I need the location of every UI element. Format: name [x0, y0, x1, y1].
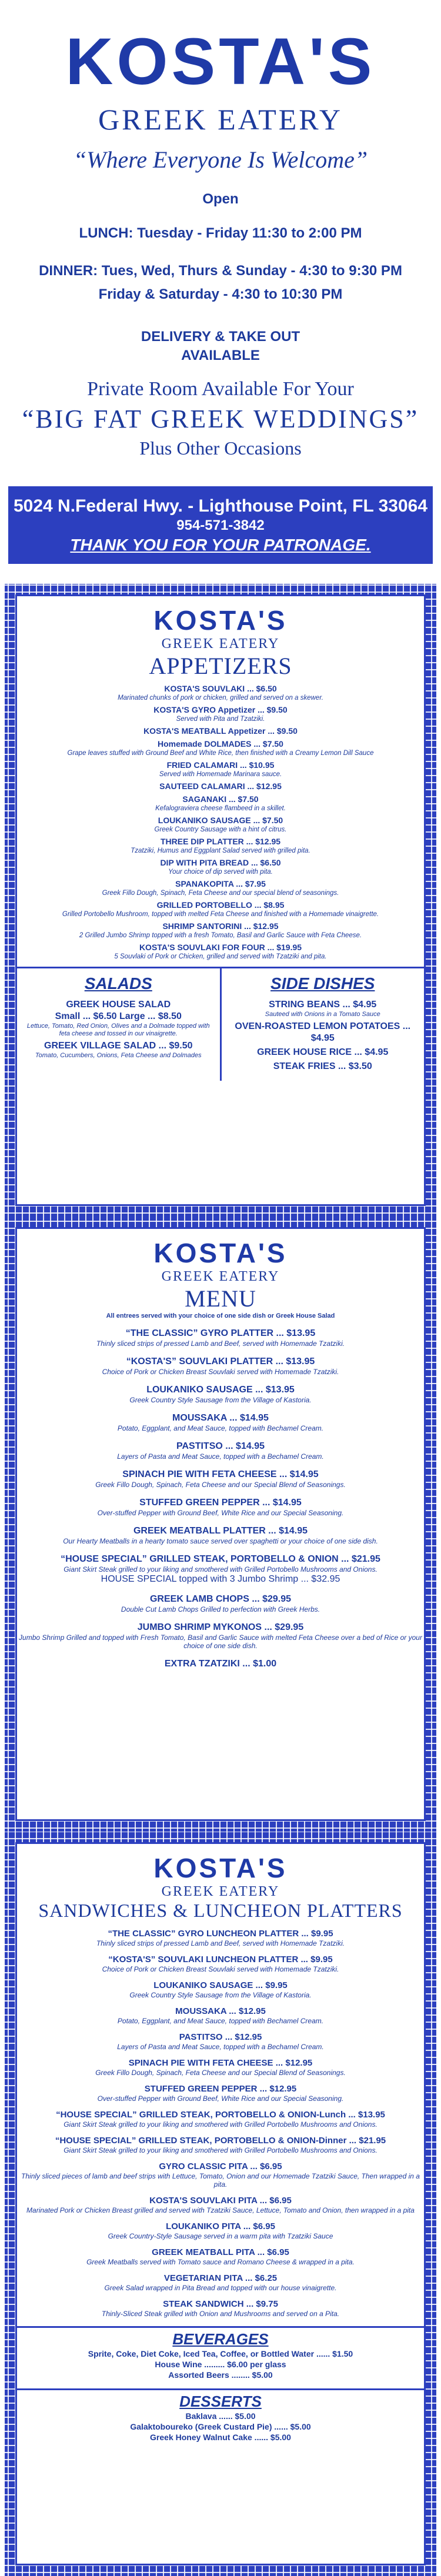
- item-name: GREEK MEATBALL PLATTER ... $14.95: [133, 1526, 308, 1536]
- item-name: GREEK MEATBALL PITA ... $6.95: [152, 2247, 289, 2257]
- item-description: Marinated chunks of pork or chicken, grilled and served on a skewer.: [118, 694, 323, 701]
- section-logo: KOSTA'S: [153, 1238, 288, 1268]
- appetizers-inner: [15, 594, 426, 1206]
- item-name: EXTRA TZATZIKI ... $1.00: [164, 1659, 277, 1669]
- menu-panel: [5, 1217, 436, 1832]
- menu-inner: [15, 1227, 426, 1821]
- address-banner: [8, 486, 433, 564]
- menu-item: [17, 726, 424, 736]
- menu-item: [17, 2136, 424, 2154]
- menu-item: [17, 683, 424, 702]
- menu-item: [17, 2084, 424, 2103]
- tagline: “Where Everyone Is Welcome”: [73, 146, 368, 173]
- item-name: PASTITSO ... $14.95: [176, 1441, 265, 1451]
- menu-item: [17, 942, 424, 961]
- item-name: “THE CLASSIC” GYRO PLATTER ... $13.95: [125, 1328, 316, 1338]
- dessert-item: Galaktoboureko (Greek Custard Pie) ...... $5.00: [130, 2422, 311, 2431]
- item-name: GREEK HOUSE SALAD: [66, 1000, 171, 1010]
- item-name: LOUKANIKO SAUSAGE ... $7.50: [158, 816, 283, 825]
- item-description: Potato, Eggplant, and Meat Sauce, topped with Bechamel Cream.: [117, 2017, 324, 2025]
- menu-item: [17, 836, 424, 855]
- item-name: FRIED CALAMARI ... $10.95: [166, 760, 275, 770]
- appetizers-panel: [5, 584, 436, 1217]
- item-name: GYRO CLASSIC PITA ... $6.95: [159, 2161, 282, 2171]
- item-name: GREEK HOUSE RICE ... $4.95: [257, 1047, 389, 1057]
- menu-item: [17, 1328, 424, 1348]
- item-name: KOSTA'S MEATBALL Appetizer ... $9.50: [143, 726, 298, 736]
- salads-column: [17, 968, 220, 1081]
- menu-item: [226, 1021, 420, 1044]
- item-name: Homemade DOLMADES ... $7.50: [158, 739, 283, 749]
- item-description: 5 Souvlaki of Pork or Chicken, grilled and served with Tzatziki and pita.: [114, 953, 327, 960]
- dinner-hours: DINNER: Tues, Wed, Thurs & Sunday - 4:30 to 9:30 PM: [39, 263, 402, 279]
- menu-item: [17, 2161, 424, 2189]
- menu-item: [17, 2221, 424, 2240]
- item-name: THREE DIP PLATTER ... $12.95: [160, 837, 281, 846]
- item-name: GREEK VILLAGE SALAD ... $9.50: [44, 1041, 193, 1051]
- beverage-item: Sprite, Coke, Diet Coke, Iced Tea, Coffee, or Bottled Water ...... $1.50: [88, 2349, 353, 2358]
- thanks: THANK YOU FOR YOUR PATRONAGE.: [70, 536, 371, 554]
- item-description: Potato, Eggplant, and Meat Sauce, topped with Bechamel Cream.: [117, 1424, 324, 1432]
- other-occasions: Plus Other Occasions: [139, 437, 302, 459]
- item-description: Layers of Pasta and Meat Sauce, topped with a Bechamel Cream.: [117, 1452, 324, 1461]
- item-description: Jumbo Shrimp Grilled and topped with Fresh Tomato, Basil and Garlic Sauce with melted Feta Cheese over a bed of Rice or your choice of one side dish.: [19, 1633, 422, 1650]
- open-label: Open: [202, 191, 239, 207]
- item-name: GRILLED PORTOBELLO ... $8.95: [156, 900, 285, 910]
- side-list: [226, 999, 420, 1073]
- item-name: STEAK SANDWICH ... $9.75: [163, 2299, 278, 2309]
- item-name: “KOSTA'S” SOUVLAKI PLATTER ... $13.95: [126, 1357, 315, 1366]
- item-name: LOUKANIKO PITA ... $6.95: [166, 2221, 275, 2231]
- menu-item: [17, 794, 424, 813]
- item-description: Your choice of dip served with pita.: [168, 868, 273, 876]
- sandwiches-title: SANDWICHES & LUNCHEON PLATTERS: [38, 1900, 403, 1921]
- item-description: Giant Skirt Steak grilled to your liking and smothered with Grilled Portobello Mushrooms and Onions.: [64, 2146, 377, 2154]
- item-description: Giant Skirt Steak grilled to your liking and smothered with Grilled Portobello Mushrooms and Onions.: [64, 2120, 377, 2129]
- menu-item: [226, 1047, 420, 1058]
- menu-item: [17, 1929, 424, 1947]
- menu-item: [17, 1525, 424, 1545]
- item-name: DIP WITH PITA BREAD ... $6.50: [160, 858, 281, 867]
- menu-item: [17, 1441, 424, 1461]
- item-description: Our Hearty Meatballs in a hearty tomato sauce served over spaghetti or your choice of one side dish.: [63, 1537, 378, 1545]
- item-upgrade: HOUSE SPECIAL topped with 3 Jumbo Shrimp ... $32.95: [101, 1574, 340, 1584]
- item-price: Small ... $6.50 Large ... $8.50: [55, 1011, 182, 1021]
- item-name: SPANAKOPITA ... $7.95: [175, 879, 266, 888]
- menu-item: [17, 1980, 424, 1999]
- salads-sides: [17, 967, 424, 1081]
- item-name: LOUKANIKO SAUSAGE ... $13.95: [146, 1385, 295, 1395]
- menu-item: [17, 2058, 424, 2077]
- item-description: Over-stuffed Pepper with Ground Beef, White Rice and our Special Seasoning.: [97, 2094, 344, 2103]
- beverage-item: House Wine ......... $6.00 per glass: [155, 2360, 286, 2369]
- section-subtitle: GREEK EATERY: [161, 636, 280, 651]
- menu-item: [17, 2299, 424, 2318]
- menu-item: [17, 1593, 424, 1613]
- item-name: “HOUSE SPECIAL” GRILLED STEAK, PORTOBELLO & ONION-Dinner ... $21.95: [55, 2136, 386, 2146]
- item-description: Greek Fillo Dough, Spinach, Feta Cheese and our Special Blend of Seasonings.: [95, 2069, 346, 2077]
- item-name: OVEN-ROASTED LEMON POTATOES ... $4.95: [235, 1021, 411, 1043]
- menu-item: [17, 2032, 424, 2051]
- item-name: KOSTA'S GYRO Appetizer ... $9.50: [153, 705, 288, 714]
- menu-item: [17, 2247, 424, 2266]
- item-description: Marinated Pork or Chicken Breast grilled and served with Tzatziki Sauce, Lettuce, Tomato and Onion, then wrapped in a pita: [26, 2206, 415, 2214]
- menu-item: [17, 760, 424, 779]
- menu-item: [17, 704, 424, 723]
- item-name: LOUKANIKO SAUSAGE ... $9.95: [153, 1980, 288, 1990]
- subtitle: GREEK EATERY: [98, 103, 343, 136]
- item-name: SAGANAKI ... $7.50: [182, 794, 259, 804]
- item-description: Kefalograviera cheese flambeed in a skillet.: [155, 805, 286, 812]
- menu-list: [17, 1328, 424, 1670]
- item-name: MOUSSAKA ... $12.95: [175, 2006, 266, 2016]
- item-name: STUFFED GREEN PEPPER ... $14.95: [139, 1498, 302, 1508]
- menu-item: [17, 1469, 424, 1489]
- salad-list: [22, 999, 215, 1060]
- section-logo: KOSTA'S: [153, 1853, 288, 1883]
- menu-item: [22, 1040, 215, 1060]
- menu-item: [17, 1954, 424, 1973]
- appetizers-title: APPETIZERS: [149, 653, 292, 679]
- menu-item: [17, 857, 424, 876]
- item-description: Greek Country Sausage with a hint of citrus.: [154, 826, 287, 833]
- beverage-list: [17, 2348, 424, 2380]
- menu-item: [17, 739, 424, 757]
- menu-item: [17, 1384, 424, 1404]
- menu-title: MENU: [185, 1285, 256, 1312]
- item-description: Thinly sliced strips of pressed Lamb and Beef, served with Homemade Tzatziki.: [96, 1939, 345, 1947]
- menu-item: [17, 2006, 424, 2025]
- item-name: STRING BEANS ... $4.95: [269, 1000, 377, 1010]
- divider: [17, 2388, 424, 2390]
- menu-item: [17, 2196, 424, 2214]
- private-room: Private Room Available For Your: [87, 378, 354, 400]
- menu-item: [17, 2110, 424, 2129]
- item-description: Greek Fillo Dough, Spinach, Feta Cheese and our special blend of seasonings.: [102, 890, 339, 897]
- item-name: STUFFED GREEN PEPPER ... $12.95: [144, 2084, 297, 2094]
- item-description: Thinly sliced pieces of lamb and beef strips with Lettuce, Tomato, Onion and our Homemade Tzatziki Sauce, Then wrapped in a pita.: [21, 2172, 420, 2189]
- item-description: Thinly-Sliced Steak grilled with Onion and Mushrooms and served on a Pita.: [101, 2310, 340, 2318]
- item-description: Sauteed with Onions in a Tomato Sauce: [265, 1011, 380, 1018]
- weekend-hours: Friday & Saturday - 4:30 to 10:30 PM: [98, 286, 343, 302]
- item-name: STEAK FRIES ... $3.50: [273, 1061, 372, 1071]
- item-name: SHRIMP SANTORINI ... $12.95: [162, 921, 279, 931]
- menu-item: [226, 1061, 420, 1073]
- section-subtitle: GREEK EATERY: [161, 1269, 280, 1284]
- item-description: Grape leaves stuffed with Ground Beef and White Rice, then finished with a Creamy Lemon Dill Sauce: [67, 750, 374, 757]
- menu-item: [17, 1658, 424, 1670]
- sandwiches-panel: [5, 1832, 436, 2576]
- sandwiches-inner: [15, 1842, 426, 2565]
- item-name: SPINACH PIE WITH FETA CHEESE ... $14.95: [122, 1469, 319, 1479]
- item-description: Lettuce, Tomato, Red Onion, Olives and a Dolmade topped with feta cheese and tossed in our vinaigrette.: [26, 1023, 210, 1037]
- menu-item: [17, 900, 424, 918]
- item-name: “HOUSE SPECIAL” GRILLED STEAK, PORTOBELLO & ONION ... $21.95: [61, 1554, 380, 1564]
- sides-title: SIDE DISHES: [270, 974, 375, 993]
- item-description: Greek Meatballs served with Tomato sauce and Romano Cheese & wrapped in a pita.: [86, 2258, 355, 2266]
- item-name: “THE CLASSIC” GYRO LUNCHEON PLATTER ... $9.95: [108, 1929, 333, 1939]
- menu-item: [22, 999, 215, 1038]
- item-name: VEGETARIAN PITA ... $6.25: [163, 2273, 278, 2283]
- menu-item: [226, 999, 420, 1018]
- item-description: Giant Skirt Steak grilled to your liking and smothered with Grilled Portobello Mushrooms and Onions.: [64, 1565, 377, 1573]
- item-name: JUMBO SHRIMP MYKONOS ... $29.95: [137, 1622, 304, 1632]
- item-name: GREEK LAMB CHOPS ... $29.95: [149, 1594, 292, 1604]
- item-name: KOSTA'S SOUVLAKI PITA ... $6.95: [149, 2196, 292, 2206]
- appetizer-list: [17, 683, 424, 961]
- salads-title: SALADS: [84, 974, 152, 993]
- menu-item: [17, 878, 424, 897]
- item-description: Choice of Pork or Chicken Breast Souvlaki served with Homemade Tzatziki.: [102, 1368, 339, 1376]
- entree-note: All entrees served with your choice of one side dish or Greek House Salad: [106, 1312, 335, 1319]
- beverages-title: BEVERAGES: [172, 2330, 269, 2348]
- item-description: Greek Country Style Sausage from the Village of Kastoria.: [129, 1991, 312, 1999]
- item-description: Greek Salad wrapped in Pita Bread and topped with our house vinaigrette.: [104, 2284, 337, 2292]
- wedding-line: “BIG FAT GREEK WEDDINGS”: [22, 405, 419, 433]
- menu-item: [17, 1356, 424, 1376]
- phone[interactable]: 954-571-3842: [176, 517, 265, 533]
- item-name: MOUSSAKA ... $14.95: [172, 1413, 269, 1423]
- item-description: Double Cut Lamb Chops Grilled to perfection with Greek Herbs.: [121, 1605, 320, 1613]
- item-description: Greek Country Style Sausage from the Village of Kastoria.: [129, 1396, 312, 1404]
- item-description: Served with Homemade Marinara sauce.: [159, 771, 282, 778]
- item-name: KOSTA'S SOUVLAKI FOR FOUR ... $19.95: [139, 943, 302, 952]
- menu-item: [17, 815, 424, 834]
- dessert-item: Greek Honey Walnut Cake ...... $5.00: [150, 2433, 291, 2442]
- item-name: SAUTEED CALAMARI ... $12.95: [159, 781, 282, 791]
- menu-item: [17, 781, 424, 791]
- section-subtitle: GREEK EATERY: [161, 1884, 280, 1899]
- beverage-item: Assorted Beers ........ $5.00: [168, 2370, 273, 2380]
- menu-item: [17, 921, 424, 940]
- item-description: Layers of Pasta and Meat Sauce, topped with a Bechamel Cream.: [117, 2043, 324, 2051]
- header: [0, 0, 441, 459]
- item-description: Greek Fillo Dough, Spinach, Feta Cheese and our Special Blend of Seasonings.: [95, 1481, 346, 1489]
- item-description: Tzatziki, Humus and Eggplant Salad served with grilled pita.: [131, 847, 310, 854]
- item-name: SPINACH PIE WITH FETA CHEESE ... $12.95: [128, 2058, 313, 2068]
- item-name: “HOUSE SPECIAL” GRILLED STEAK, PORTOBELLO & ONION-Lunch ... $13.95: [56, 2110, 385, 2120]
- item-description: Thinly sliced strips of pressed Lamb and Beef, served with Homemade Tzatziki.: [96, 1339, 345, 1348]
- delivery-line-2: AVAILABLE: [181, 348, 260, 363]
- item-description: Tomato, Cucumbers, Onions, Feta Cheese and Dolmades: [35, 1052, 202, 1059]
- item-name: “KOSTA'S” SOUVLAKI LUNCHEON PLATTER ... $9.95: [108, 1954, 333, 1964]
- item-description: 2 Grilled Jumbo Shrimp topped with a fresh Tomato, Basil and Garlic Sauce with Feta Cheese.: [79, 932, 362, 939]
- menu-item: [17, 2273, 424, 2292]
- address: 5024 N.Federal Hwy. - Lighthouse Point, FL 33064: [13, 496, 428, 516]
- item-description: Over-stuffed Pepper with Ground Beef, White Rice and our Special Seasoning.: [97, 1509, 344, 1517]
- sandwich-list: [17, 1929, 424, 2318]
- sides-column: [220, 968, 425, 1081]
- logo: KOSTA'S: [65, 25, 376, 98]
- lunch-hours: LUNCH: Tuesday - Friday 11:30 to 2:00 PM: [79, 225, 362, 241]
- menu-item: [17, 1497, 424, 1517]
- item-description: Choice of Pork or Chicken Breast Souvlaki served with Homemade Tzatziki.: [102, 1965, 339, 1973]
- divider: [17, 2326, 424, 2328]
- dessert-item: Baklava ...... $5.00: [185, 2411, 256, 2421]
- item-description: Greek Country-Style Sausage served in a warm pita with Tzatziki Sauce: [108, 2232, 333, 2240]
- item-name: KOSTA'S SOUVLAKI ... $6.50: [164, 684, 277, 693]
- menu-item: [17, 1553, 424, 1585]
- menu-item: [17, 1412, 424, 1432]
- item-description: Grilled Portobello Mushroom, topped with melted Feta Cheese and finished with a Homemade vinaigrette.: [62, 911, 379, 918]
- item-name: PASTITSO ... $12.95: [179, 2032, 262, 2042]
- item-description: Served with Pita and Tzatziki.: [176, 716, 265, 723]
- menu-item: [17, 1622, 424, 1650]
- desserts-title: DESSERTS: [179, 2393, 262, 2410]
- delivery-line-1: DELIVERY & TAKE OUT: [141, 329, 300, 345]
- section-logo: KOSTA'S: [153, 605, 288, 636]
- dessert-list: [17, 2411, 424, 2443]
